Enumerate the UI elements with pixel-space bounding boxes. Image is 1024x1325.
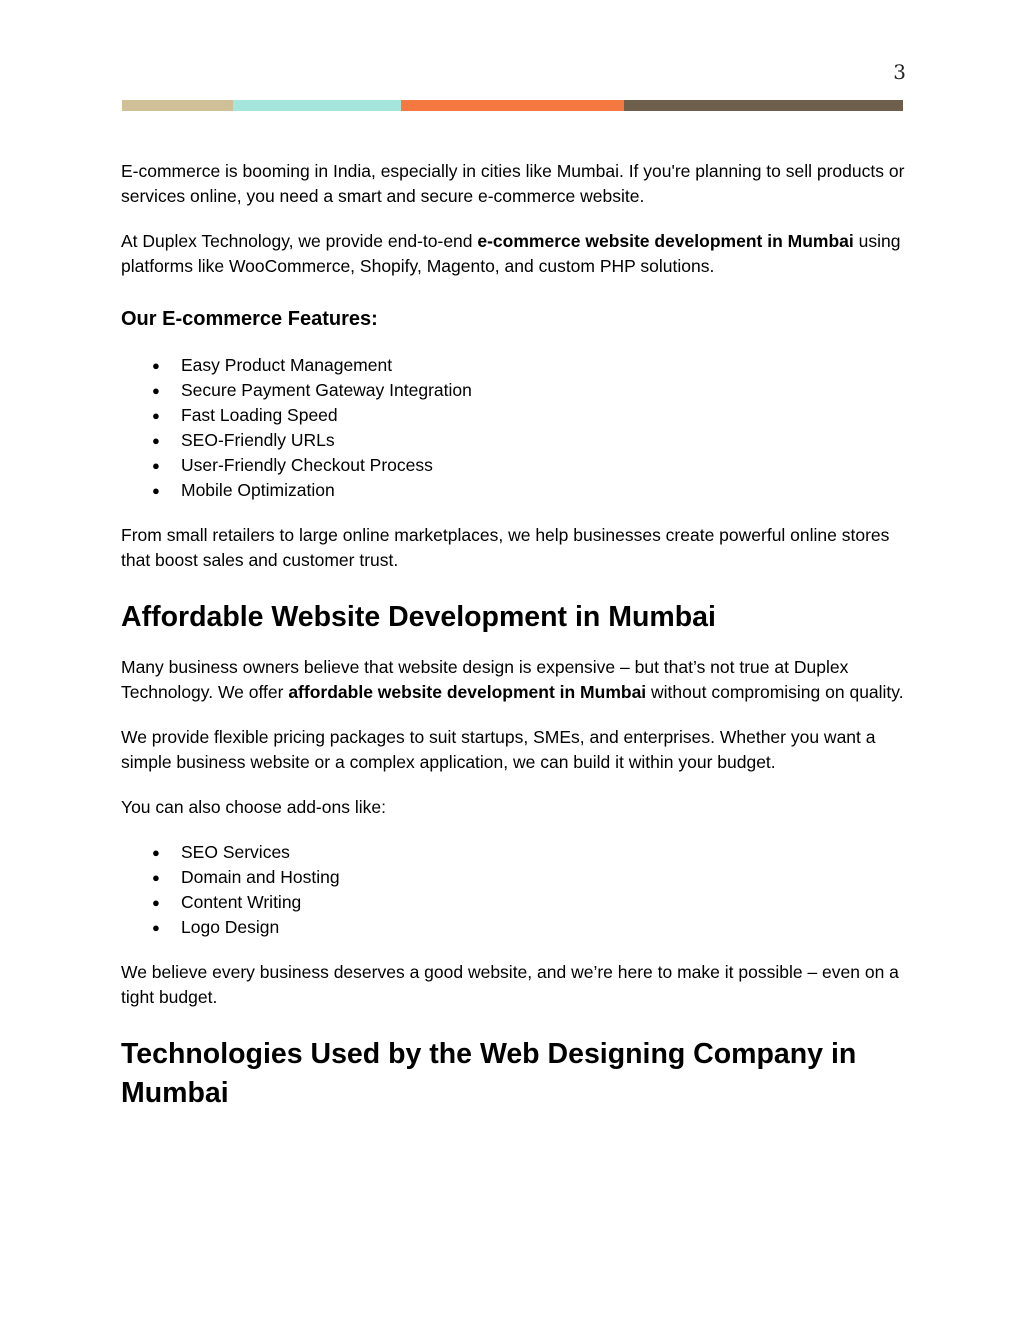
affordable-paragraph: [121, 655, 906, 705]
intro-paragraph: E-commerce is booming in India, especially in cities like Mumbai. If you're planning to sell products or services online, you need a smart and secure e-commerce website.: [121, 161, 905, 206]
bullet-icon: ●: [152, 870, 160, 885]
decorative-color-bar: [122, 100, 903, 111]
bullet-icon: ●: [152, 920, 160, 935]
bullet-icon: ●: [152, 458, 160, 473]
list-item-label: Easy Product Management: [181, 355, 393, 375]
features-heading: Our E-commerce Features:: [121, 308, 378, 330]
intro-text: using platforms like WooCommerce, Shopify, Magento, and custom PHP solutions.: [121, 231, 901, 276]
list-item-label: User-Friendly Checkout Process: [181, 455, 433, 475]
intro-text: At Duplex Technology, we provide end-to-end: [121, 231, 478, 251]
intro-bold-keyword: e-commerce website development in Mumbai: [477, 231, 854, 251]
list-item: [121, 890, 906, 915]
list-item: [121, 840, 906, 865]
color-bar-segment: [624, 100, 903, 111]
list-item-label: SEO Services: [181, 842, 290, 862]
list-item: [121, 378, 906, 403]
affordable-closing-paragraph: We believe every business deserves a good website, and we’re here to make it possible – even on a tight budget.: [121, 962, 899, 1007]
bullet-icon: ●: [152, 408, 160, 423]
color-bar-segment: [401, 100, 624, 111]
list-item: [121, 403, 906, 428]
addons-intro-paragraph: You can also choose add-ons like:: [121, 797, 386, 817]
addons-list: [121, 840, 906, 940]
list-item-label: Content Writing: [181, 892, 302, 912]
list-item: [121, 915, 906, 940]
intro-paragraph-duplex: [121, 229, 906, 279]
bullet-icon: ●: [152, 358, 160, 373]
affordable-text: without compromising on quality.: [646, 682, 904, 702]
affordable-text: Many business owners believe that website design is expensive – but that’s not true at Duplex Technology. We offer: [121, 657, 849, 702]
technologies-heading: Technologies Used by the Web Designing Company in Mumbai: [121, 1038, 857, 1109]
list-item: [121, 453, 906, 478]
list-item: [121, 478, 906, 503]
list-item: [121, 353, 906, 378]
bullet-icon: ●: [152, 895, 160, 910]
bullet-icon: ●: [152, 483, 160, 498]
document-body: [121, 159, 906, 1131]
bullet-icon: ●: [152, 433, 160, 448]
affordable-heading: Affordable Website Development in Mumbai: [121, 601, 716, 633]
list-item-label: Logo Design: [181, 917, 280, 937]
color-bar-segment: [233, 100, 401, 111]
list-item-label: SEO-Friendly URLs: [181, 430, 335, 450]
pricing-paragraph: We provide flexible pricing packages to suit startups, SMEs, and enterprises. Whether you want a simple business website or a complex application, we can build it within your budget.: [121, 727, 876, 772]
bullet-icon: ●: [152, 845, 160, 860]
features-list: [121, 353, 906, 503]
list-item-label: Mobile Optimization: [181, 480, 335, 500]
affordable-bold-keyword: affordable website development in Mumbai: [288, 682, 647, 702]
page-number: 3: [893, 60, 906, 84]
list-item-label: Fast Loading Speed: [181, 405, 338, 425]
features-closing-paragraph: From small retailers to large online marketplaces, we help businesses create powerful online stores that boost sales and customer trust.: [121, 525, 890, 570]
list-item: [121, 428, 906, 453]
list-item: [121, 865, 906, 890]
color-bar-segment: [122, 100, 233, 111]
list-item-label: Domain and Hosting: [181, 867, 340, 887]
list-item-label: Secure Payment Gateway Integration: [181, 380, 472, 400]
bullet-icon: ●: [152, 383, 160, 398]
